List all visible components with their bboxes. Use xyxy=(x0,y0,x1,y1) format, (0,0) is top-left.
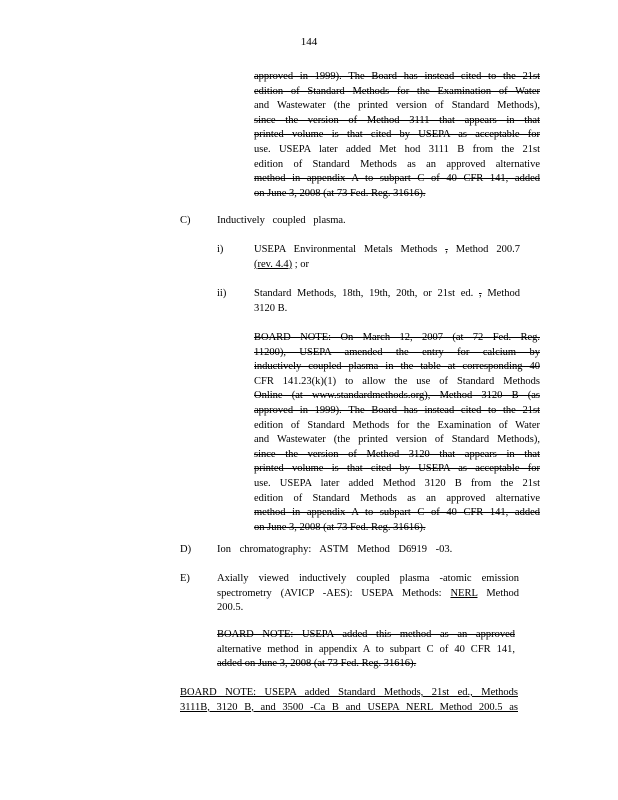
item-d-text: Ion chromatography: ASTM Method D6919 -03. xyxy=(217,544,453,555)
note-line: use. USEPA later added Met hod 3111 B from the 21st xyxy=(254,143,540,155)
note-line: alternative method in appendix A to subpart C of 40 CFR 141, xyxy=(217,643,515,655)
note-line: Online (at www.standardmethods.org), Method 3120 B (as xyxy=(254,390,540,402)
note-line: BOARD NOTE: USEPA added this method as an approved xyxy=(217,629,515,640)
item-d-label: D) xyxy=(180,544,192,555)
note-line: printed volume is that cited by USEPA as acceptable for xyxy=(254,463,540,475)
note-line: approved in 1999). The Board has instead cited to the 21st xyxy=(254,404,540,416)
note-line: 11200), USEPA amended the entry for calcium by xyxy=(254,346,540,358)
note-line: edition of Standard Methods for the Examination of Water xyxy=(254,85,540,97)
note-line: on June 3, 2008 (at 73 Fed. Reg. 31616). xyxy=(254,187,426,199)
note-line: BOARD NOTE: On March 12, 2007 (at 72 Fed. Reg. xyxy=(254,332,540,343)
final-board-note xyxy=(180,686,518,715)
note-line: 3111B, 3120 B, and 3500 -Ca B and USEPA NERL Method 200.5 as xyxy=(180,701,518,713)
note-line: method in appendix A to subpart C of 40 CFR 141, added xyxy=(254,507,540,519)
item-c-title: Inductively coupled plasma. xyxy=(217,215,346,226)
page-number: 144 xyxy=(300,36,318,48)
note-line: printed volume is that cited by USEPA as acceptable for xyxy=(254,129,540,141)
item-c-i-text: USEPA Environmental Metals Methods , Method 200.7 (rev. 4.4) ; or xyxy=(254,244,520,270)
board-note-continued xyxy=(254,70,540,201)
note-line: edition of Standard Methods for the Examination of Water xyxy=(254,419,540,431)
note-line: approved in 1999). The Board has instead cited to the 21st xyxy=(254,71,540,82)
item-e-text: Axially viewed inductively coupled plasma -atomic emission spectrometry (AVICP -AES): USEPA Methods: NERL Method 200.5. xyxy=(217,573,519,614)
note-line: edition of Standard Methods as an approved alternative xyxy=(254,492,540,504)
note-line: CFR 141.23(k)(1) to allow the use of Standard Methods xyxy=(254,375,540,387)
note-line: and Wastewater (the printed version of Standard Methods), xyxy=(254,100,540,112)
note-line: method in appendix A to subpart C of 40 CFR 141, added xyxy=(254,173,540,185)
note-line: since the version of Method 3120 that appears in that xyxy=(254,448,540,460)
item-c-board-note xyxy=(254,331,540,535)
note-line: added on June 3, 2008 (at 73 Fed. Reg. 31616). xyxy=(217,658,417,670)
item-c-i-label: i) xyxy=(217,244,224,255)
item-c-ii-label: ii) xyxy=(217,288,227,299)
item-e-label: E) xyxy=(180,573,190,584)
item-c-ii-text: Standard Methods, 18th, 19th, 20th, or 21st ed. , Method 3120 B. xyxy=(254,288,520,314)
note-line: since the version of Method 3111 that appears in that xyxy=(254,114,540,126)
note-line: BOARD NOTE: USEPA added Standard Methods, 21st ed., Methods xyxy=(180,687,518,698)
item-e-board-note xyxy=(217,628,515,672)
note-line: inductively coupled plasma in the table at corresponding 40 xyxy=(254,361,540,373)
note-line: and Wastewater (the printed version of Standard Methods), xyxy=(254,434,540,446)
note-line: use. USEPA later added Method 3120 B from the 21st xyxy=(254,477,540,489)
item-c-label: C) xyxy=(180,215,191,226)
note-line: on June 3, 2008 (at 73 Fed. Reg. 31616). xyxy=(254,521,426,533)
note-line: edition of Standard Methods as an approved alternative xyxy=(254,158,540,170)
